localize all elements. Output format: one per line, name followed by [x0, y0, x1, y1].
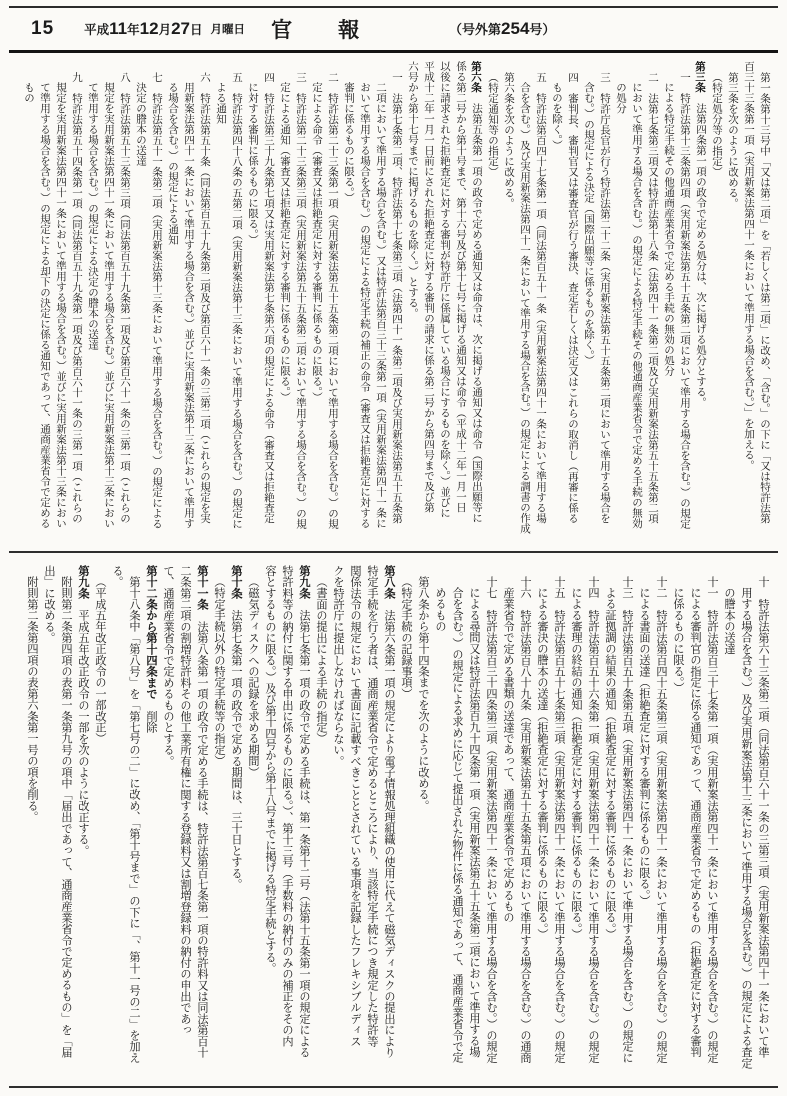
text-column: 合を含む。）及び実用新案法第四十一条において準用する場合を含む。）の規定による調書の作成 — [519, 82, 530, 534]
text-column: 第八条から第十四条までを次のように改める。 — [417, 576, 429, 812]
text-column: 十四 特許法第百五十六条第一項（実用新案法第四十一条において準用する場合を含む。）の規定 — [587, 576, 599, 1064]
text-column: 審判に係るものに限る。） — [343, 82, 354, 203]
text-column: 六 特許法第五十条（同法第百五十九条第二項及び第百六十一条の三第二項（これらの規定を実 — [199, 71, 210, 523]
text-column: 特定手続を行う者は、通商産業省令で定めるところにより、当該特定手続につき規定した特許等 — [366, 565, 378, 1047]
text-column: 四 特許法第三十九条第七項又は実用新案法第七条第六項の規定による命令（審査又は拒絶査定 — [263, 71, 274, 523]
text-column: る。 — [111, 565, 123, 588]
text-column: て準用する場合を含む。）の規定による決定の謄本の送達 — [87, 82, 98, 350]
text-column: 用新案法第四十一条において準用する場合を含む。）並びに実用新案法第十三条において準用す — [183, 82, 194, 529]
gazette-header — [9, 6, 778, 53]
text-column: 規定を実用新案法第四十一条において準用する場合を含む。）並びに実用新案法第十三条におい — [103, 82, 114, 529]
text-column: 十 特許法第六十三条第二項（同法第百六十一条の三第三項（実用新案法第四十一条において準 — [757, 576, 769, 1058]
text-column: （特定手続の記録事項） — [400, 576, 412, 700]
text-column: 二 法第七条第三項又は特許法第十八条（法第四十一条第二項及び実用新案法第五十五条第二項 — [647, 71, 658, 523]
page-number: 15 — [31, 18, 55, 39]
weekday-label: 月曜日 — [210, 24, 246, 36]
text-column: （平成五年改正政令の一部改正） — [94, 576, 106, 745]
gazette-text-bottom-block — [22, 565, 771, 1089]
text-column: 十三 特許法第百五十条第五項（実用新案法第四十一条において準用する場合を含む。）の規定に — [621, 576, 633, 1064]
text-column: 規定を実用新案法第四十一条において準用する場合を含む。）並びに実用新案法第十三条におい — [55, 82, 66, 529]
text-column: 第三条 法第四条第一項の政令で定める処分は、次に掲げる処分とする。 — [694, 61, 706, 408]
text-column: 五 特許法第四十八条の五第二項（実用新案法第十三条において準用する場合を含む。）の規定に — [231, 71, 242, 529]
text-column: よる通知 — [215, 82, 226, 124]
text-column: において準用する場合を含む。）の規定による特定手続その他通商産業省令で定める手続の無効 — [631, 82, 642, 529]
text-column: 産業省令で定める書類の送達であって、通商産業省令で定めるもの — [502, 587, 514, 924]
page-bottom-rule — [9, 1086, 778, 1088]
text-column: による尋問又は特許法第百九十四条第一項（実用新案法第五十五条第二項において準用する場 — [468, 587, 480, 1058]
issue-number: （号外第254号） — [449, 19, 556, 38]
text-column: 第一条第十三号中「又は第二項」を「若しくは第二項」に改め、「含む。」の下に「又は特許法第 — [759, 71, 770, 523]
text-column: （特定処分等の指定） — [711, 71, 722, 177]
text-column: て、通商産業省令で定めるものとする。 — [162, 565, 174, 767]
text-column: 百三十三条第一項（実用新案法第四十一条において準用する場合を含む。）」を加える。 — [743, 61, 754, 471]
text-column: 定による命令（審査又は拒絶査定に対する審判に係るものに限る。） — [311, 82, 322, 403]
text-column: 関係法令の規定において書面に記載すべきこととされている事項を記録したフレキシブルディス — [349, 565, 361, 1047]
text-column: 一 法第七条第二項、特許法第十七条第三項（法第四十一条第二項及び実用新案法第五十五条第 — [391, 71, 402, 523]
text-column: 以後に請求された拒絶査定に対する審判が特許庁に係属している場合にするものを除く。）並びに — [439, 61, 450, 518]
text-column: 第三条を次のように改める。 — [727, 71, 738, 208]
text-column: 第十一条 法第八条第一項の政令で定める手続は、特許法第百七条第一項の特許料又は同法第百十 — [196, 565, 208, 1058]
gazette-text-top-block — [19, 61, 772, 553]
text-column: （特定通知等の指定） — [487, 71, 498, 177]
text-column: もの — [23, 82, 34, 103]
text-column: 決定の謄本の送達 — [135, 82, 146, 166]
text-column: 十二 特許法第百四十五条第三項（実用新案法第四十一条において準用する場合を含む。）の規定 — [655, 576, 667, 1064]
text-column: 十六 特許法第百八十九条（実用新案法第五十五条第五項において準用する場合を含む。）の通商 — [519, 576, 531, 1064]
text-column: 容とするものに限る。）及び第十四号から第十八号までに掲げる特定手続とする。 — [264, 565, 276, 974]
text-column: （磁気ディスクへの記録を求める期間） — [247, 576, 259, 778]
text-column: ものを除く。） — [551, 82, 562, 151]
text-column: 附則第二条第四項の表第六条第一号の項を削る。 — [26, 576, 38, 823]
text-column: 二項において準用する場合を含む。）又は特許法第百三十三条第一項（実用新案法第四十一条に — [375, 82, 386, 529]
text-column: 第十二条から第十四条まで 削除 — [145, 565, 157, 734]
text-column: 合を含む。）の規定による求めに応じて提出された物件に係る通知であって、通商産業省令で定 — [451, 587, 463, 1064]
text-column: る場合を含む。）の規定による通知 — [167, 82, 178, 245]
text-column: 出」に改める。 — [43, 565, 55, 644]
text-column: 十一 特許法第百三十七条第一項（実用新案法第四十一条において準用する場合を含む。）の規定 — [706, 576, 718, 1064]
text-column: による審決の謄本の送達（拒絶査定に対する審判に係るものに限る。） — [536, 587, 548, 941]
text-column: よる証拠調の結果の通知（拒絶査定に対する審判に係るものに限る。） — [604, 587, 616, 941]
text-column: の謄本の送達 — [723, 587, 735, 655]
text-column: 第八条 法第六条第一項の規定により電子情報処理組織の使用に代えて磁気ディスクの提出により — [383, 565, 395, 1058]
text-column: おいて準用する場合を含む。）の規定による特定手続の補正の命令（審査又は拒絶査定に対する — [359, 82, 370, 529]
text-column: 第十条 法第七条第一項の政令で定める期間は、三十日とする。 — [230, 565, 242, 890]
text-column: 定による通知（審査又は拒絶査定に対する審判に係るものに限る。） — [279, 82, 290, 403]
text-column: 六号から第十七号までに掲げるものを除く。）とする。 — [407, 61, 418, 319]
text-column: 一 特許法第十三条第四項（実用新案法第五十五条第二項において準用する場合を含む。）の規定 — [679, 71, 690, 529]
text-column: て準用する場合を含む。）の規定による却下の決定に係る通知であって、通商産業省令で定める — [39, 82, 50, 529]
text-column: 三 特許法第二十三条第三項（実用新案法第五十五条第二項において準用する場合を含む。）の規 — [295, 71, 306, 529]
text-column: による特定手続その他通商産業省令で定める手続の無効の処分 — [663, 82, 674, 376]
issue-date: 平成11年12月27日 — [84, 19, 203, 38]
text-column: による審理の終結の通知（拒絶査定に対する審判に係るものに限る。） — [570, 587, 582, 941]
text-column: 第六条 法第五条第一項の政令で定める通知又は命令は、次に掲げる通知又は命令（国際出願等に — [470, 61, 482, 523]
text-column: 十七 特許法第百三十四条第三項（実用新案法第四十一条において準用する場合を含む。）の規定 — [485, 576, 497, 1064]
text-column: に対する審判に係るものに限る。） — [247, 82, 258, 245]
text-column: 三 特許庁長官が行う特許法第二十二条（実用新案法第五十五条第二項において準用する場合を — [599, 71, 610, 523]
text-column: 附則第二条第四項の表第一条第九号の項中「届出であって、通商産業省令で定めるもの」を「届 — [60, 576, 72, 1058]
text-column: 第十八条中「第八号」を「第七号の二」に改め、「第十号まで」の下に「、第十一号の二」を加え — [128, 576, 140, 1064]
text-column: 特許料等の納付に関する申出に係るものに限る。）、第十三号（手数料の納付のみの補正をその内 — [281, 565, 293, 1047]
text-column: 用する場合を含む。）及び実用新案法第十三条において準用する場合を含む。）の規定による査定 — [740, 587, 752, 1069]
text-column: （特定手続以外の特定手続等の指定） — [213, 576, 225, 767]
text-column: 第九条 法第七条第一項の政令で定める手続は、第一条第十二号（法第十五条第一項の規定による — [298, 565, 310, 1058]
text-column: による書面の送達（拒絶査定に対する審判に係るものに限る。） — [638, 587, 650, 907]
text-column: 四 審判長、審判官又は審査官が行う審決、査定若しくは決定又はこれらの取消し（再審に係る — [567, 71, 578, 523]
text-column: 二 特許法第二十三条第一項（実用新案法第五十五条第二項において準用する場合を含む。）の規 — [327, 71, 338, 529]
text-column: 係る第二号から第十号まで、第十六号及び第十七号に掲げる通知又は命令（平成十二年一月一日 — [455, 61, 466, 513]
text-column: 九 特許法第五十四条第一項（同法第百五十九条第一項及び第百六十一条の三第一項（これらの — [71, 71, 82, 523]
text-column: 第九条 平成五年改正政令の一部を次のように改正する。 — [77, 565, 89, 857]
text-column: 二条第二項の割増特許料その他工業所有権に関する登録料又は割増登録料の納付の申出であっ — [179, 565, 191, 1036]
text-column: クを特許庁に提出しなければならない。 — [332, 565, 344, 767]
text-column: 十五 特許法第百五十七条第三項（実用新案法第四十一条において準用する場合を含む。）の規定 — [553, 576, 565, 1064]
text-column: 第六条を次のように改める。 — [503, 71, 514, 208]
text-column: （書面の提出による手続の指定） — [315, 576, 327, 745]
text-column: 七 特許法第五十一条第二項（実用新案法第十三条において準用する場合を含む。）の規定による — [151, 71, 162, 529]
half-page-divider-rule — [9, 551, 778, 553]
text-column: の処分 — [615, 82, 626, 114]
gazette-title: 官報 — [271, 18, 406, 42]
text-column: 含む。）の規定による決定（国際出願等に係るものを除く。） — [583, 82, 594, 366]
text-column: 平成十二年一月一日前にされた拒絶査定に対する審判の請求に係る第二号から第四号まで及び第 — [423, 61, 434, 513]
text-column: 五 特許法第百四十七条第一項（同法第百五十一条（実用新案法第四十一条において準用する場 — [535, 71, 546, 523]
text-column: めるもの — [434, 587, 446, 633]
text-column: 八 特許法第五十三条第三項（同法第百五十九条第一項及び第百六十一条の三第一項（これらの — [119, 71, 130, 523]
text-column: による審判官の指定に係る通知であって、通商産業省令で定めるもの（拒絶査定に対する審判 — [689, 587, 701, 1058]
text-column: に係るものに限る。） — [672, 587, 684, 694]
